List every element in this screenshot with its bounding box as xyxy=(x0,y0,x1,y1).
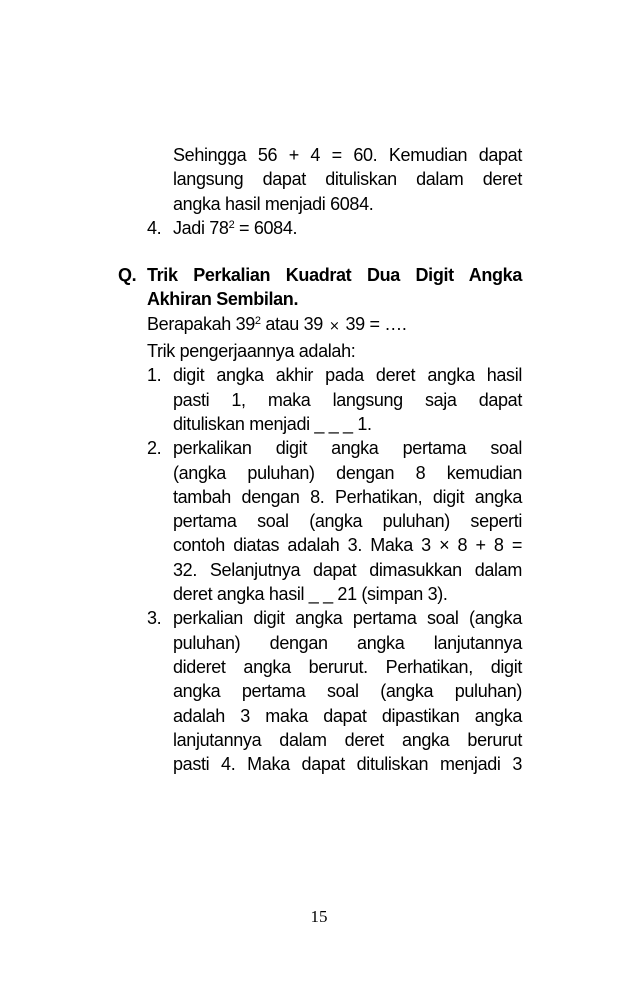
superscript: 2 xyxy=(254,314,261,327)
text-line: pasti 4. Maka dapat dituliskan menjadi 3 xyxy=(173,754,522,775)
text-line: adalah 3 maka dapat dipastikan angka xyxy=(173,705,522,726)
step-number: 2. xyxy=(147,438,162,459)
text-line: dideret angka berurut. Perhatikan, digit xyxy=(173,656,522,677)
step-text: = 6084. xyxy=(234,217,298,238)
continuation-paragraph xyxy=(173,143,522,216)
title-line: Akhiran Sembilan. xyxy=(147,289,299,310)
text-line: angka hasil menjadi 6084. xyxy=(173,193,374,214)
question-text: Berapakah 39 xyxy=(147,313,255,334)
times-symbol: × xyxy=(328,318,340,334)
text-line: pertama soal (angka puluhan) seperti xyxy=(173,511,522,532)
text-line: digit angka akhir pada deret angka hasil xyxy=(173,365,522,386)
text-line: 32. Selanjutnya dapat dimasukkan dalam xyxy=(173,559,522,580)
step-text: Jadi 78 xyxy=(173,217,229,238)
title-line: Trik Perkalian Kuadrat Dua Digit Angka xyxy=(147,265,522,286)
text-line: puluhan) dengan angka lanjutannya xyxy=(173,632,522,653)
step-number: 4. xyxy=(147,217,162,238)
superscript: 2 xyxy=(228,218,235,231)
step-1 xyxy=(147,363,522,436)
section-letter: Q. xyxy=(118,265,137,286)
page-content xyxy=(118,143,522,776)
section-q xyxy=(118,263,522,776)
text-line: deret angka hasil _ _ 21 (simpan 3). xyxy=(173,584,448,605)
step-3 xyxy=(147,606,522,776)
text-line: angka pertama soal (angka puluhan) xyxy=(173,681,522,702)
step-2 xyxy=(147,436,522,606)
question-line xyxy=(147,312,522,339)
text-line: tambah dengan 8. Perhatikan, digit angka xyxy=(173,486,522,507)
step-4 xyxy=(118,216,522,240)
text-line: dituliskan menjadi _ _ _ 1. xyxy=(173,413,372,434)
step-number: 1. xyxy=(147,365,162,386)
text-line: lanjutannya dalam deret angka berurut xyxy=(173,729,522,750)
question-text: 39 = …. xyxy=(345,313,407,334)
step-number: 3. xyxy=(147,608,162,629)
page-number: 15 xyxy=(310,907,328,926)
text-line: langsung dapat dituliskan dalam deret xyxy=(173,169,522,190)
intro-line: Trik pengerjaannya adalah: xyxy=(147,341,356,362)
text-line xyxy=(173,216,522,240)
text-line: contoh diatas adalah 3. Maka 3 × 8 + 8 = xyxy=(173,535,522,556)
text-line: perkalian digit angka pertama soal (angka xyxy=(173,608,522,629)
text-line: (angka puluhan) dengan 8 kemudian xyxy=(173,462,522,483)
text-line: perkalikan digit angka pertama soal xyxy=(173,438,522,459)
steps-list xyxy=(147,363,522,776)
section-title xyxy=(147,263,522,312)
question-text: atau 39 xyxy=(260,313,323,334)
text-line: Sehingga 56 + 4 = 60. Kemudian dapat xyxy=(173,145,522,165)
text-line: pasti 1, maka langsung saja dapat xyxy=(173,389,522,410)
